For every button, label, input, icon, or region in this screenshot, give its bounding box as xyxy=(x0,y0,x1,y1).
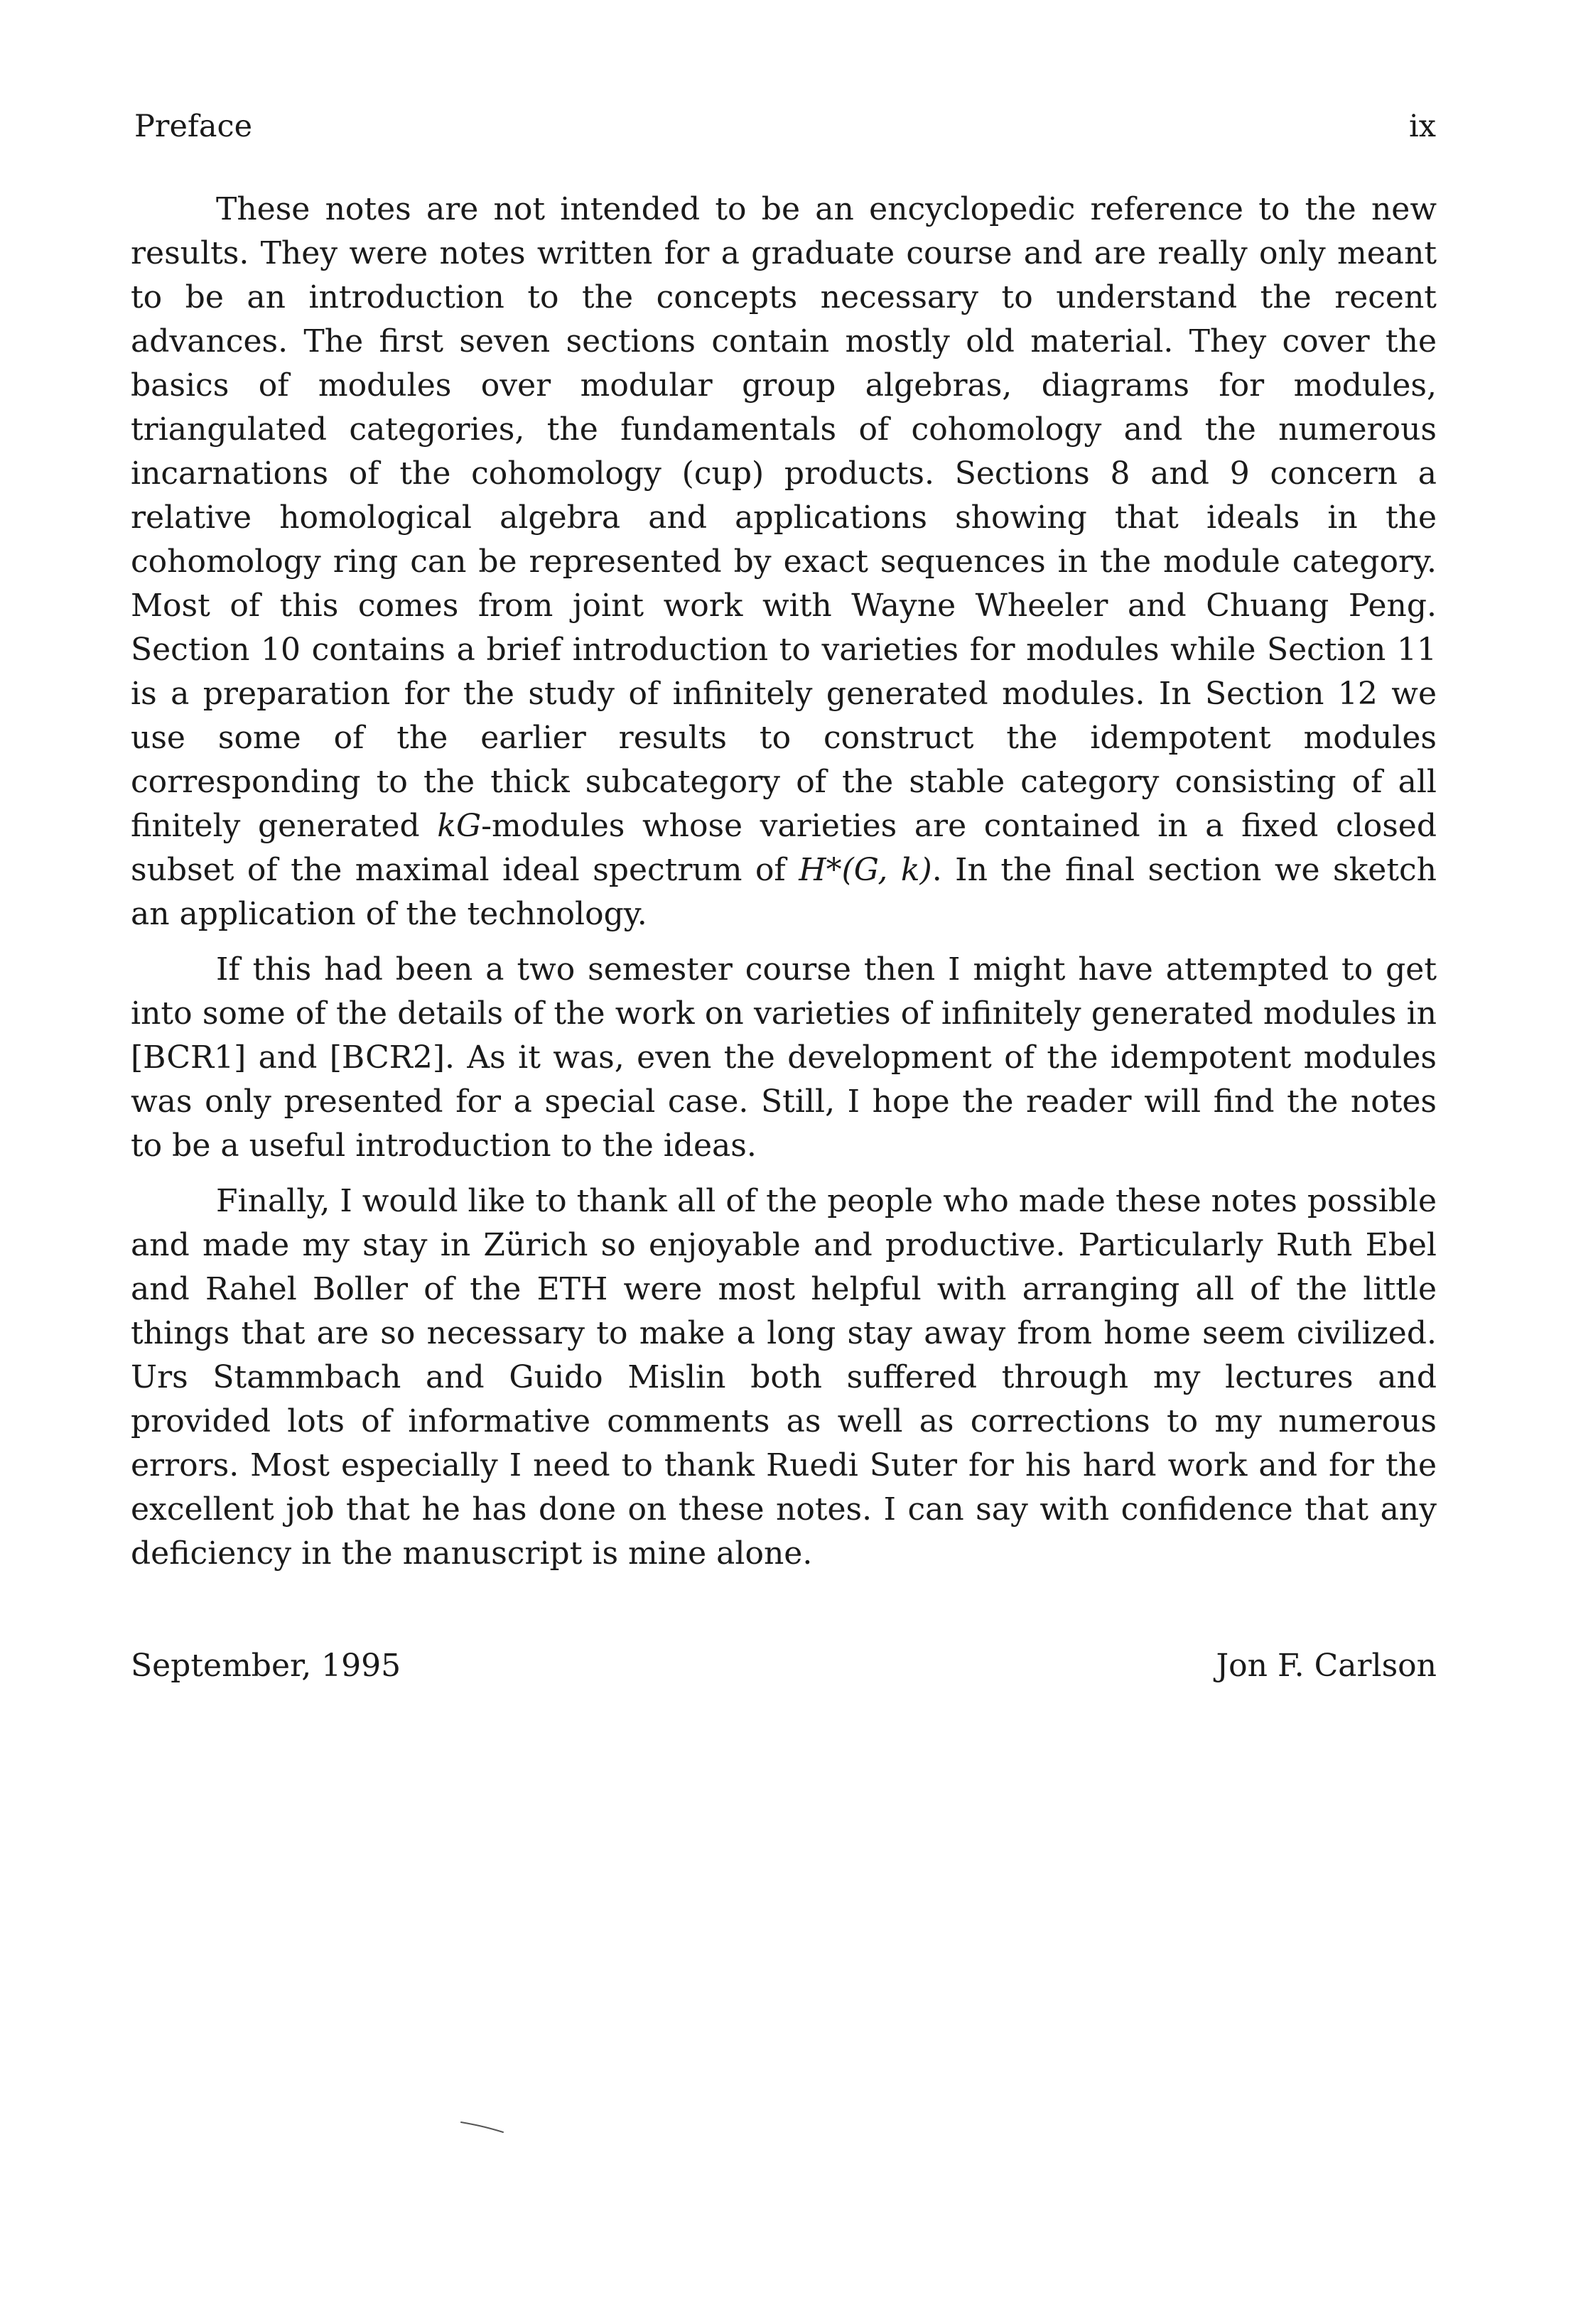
paragraph-text: . In the final section we sketch an application of the technology. xyxy=(131,852,1437,932)
paragraph-notes-overview xyxy=(131,188,1437,936)
math-cohomology-ring: H*(G, k) xyxy=(799,852,932,888)
signature-date: September, 1995 xyxy=(131,1648,401,1684)
paragraph-course-scope: If this had been a two semester course then I might have attempted to get into some of the details of the work on varieties of infinitely generated modules in [BCR1] and [BCR2]. As it was, even the development of the idempotent modules was only presented for a special case. Still, I hope the reader will find the notes to be a useful introduction to the ideas. xyxy=(131,951,1437,1164)
signature-line xyxy=(131,1641,1437,1691)
stray-pen-mark xyxy=(460,2120,504,2134)
signature-author: Jon F. Carlson xyxy=(1216,1648,1437,1684)
preface-body xyxy=(131,188,1437,1587)
paragraph-text: These notes are not intended to be an encyclopedic reference to the new results. They were notes written for a graduate course and are really only meant to be an introduction to the concepts necessary to understand the recent advances. The first seven sections contain mostly old material. They cover the basics of modules over modular group algebras, diagrams for modules, triangulated categories, the fundamentals of cohomology and the numerous incarnations of the cohomology (cup) products. Sections 8 and 9 concern a relative homological algebra and applications showing that ideals in the cohomology ring can be represented by exact sequences in the module category. Most of this comes from joint work with Wayne Wheeler and Chuang Peng. Section 10 contains a brief introduction to varieties for modules while Section 11 is a preparation for the study of infinitely generated modules. In Section 12 we use some of the earlier results to construct the idempotent modules corresponding to the thick subcategory of the stable category consisting of all finitely generated xyxy=(131,191,1437,844)
paragraph-acknowledgements: Finally, I would like to thank all of the people who made these notes possible and made my stay in Zürich so enjoyable and productive. Particularly Ruth Ebel and Rahel Boller of the ETH were most helpful with arranging all of the little things that are so necessary to make a long stay away from home seem civilized. Urs Stammbach and Guido Mislin both suffered through my lectures and provided lots of informative comments as well as corrections to my numerous errors. Most especially I need to thank Ruedi Suter for his hard work and for the excellent job that he has done on these notes. I can say with confidence that any deficiency in the manuscript is mine alone. xyxy=(131,1183,1437,1572)
running-head-section: Preface xyxy=(134,109,253,144)
page-number: ix xyxy=(1408,109,1436,144)
running-head xyxy=(134,105,1436,148)
paragraph-text: -modules whose varieties are contained in a fixed closed subset of the maximal ideal spectrum of xyxy=(131,808,1437,888)
math-kg: kG xyxy=(437,808,482,844)
